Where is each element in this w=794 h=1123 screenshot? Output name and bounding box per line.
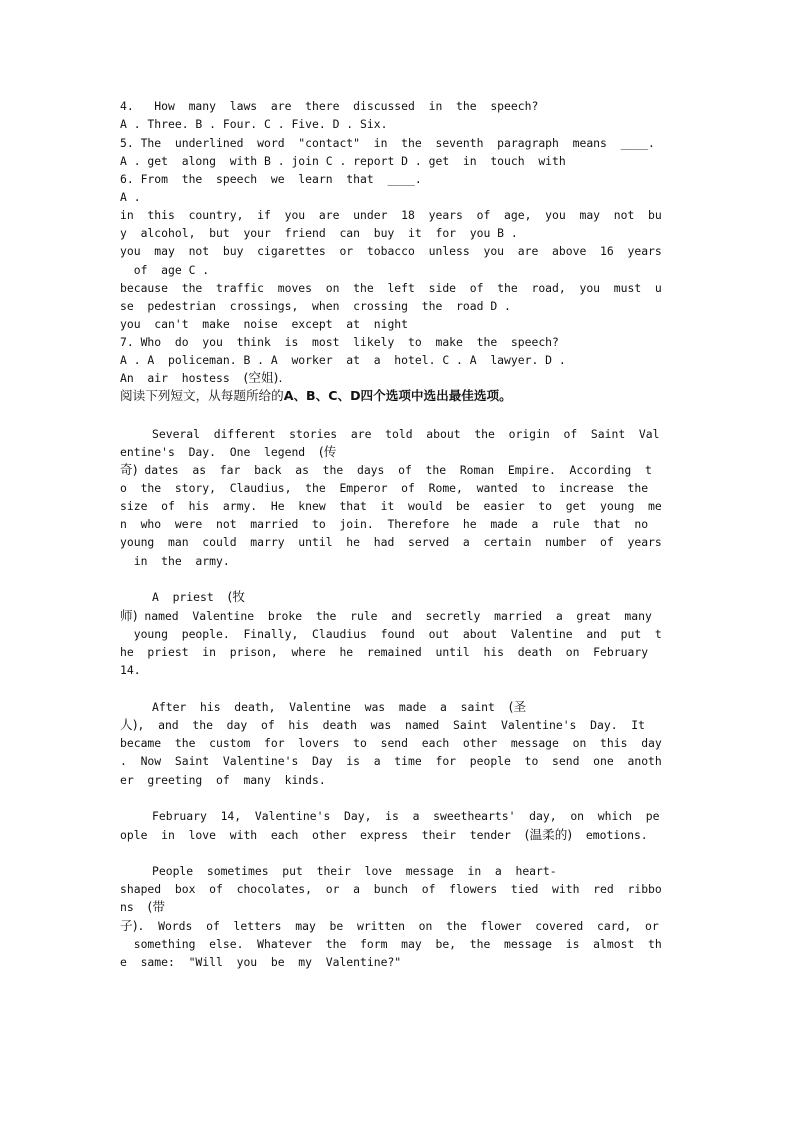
passage-line: something else. Whatever the form may be, the message is almost th — [120, 937, 662, 951]
question-7-option-d-gloss: (空姐). — [243, 370, 283, 385]
question-6-option-b-line: you may not buy cigarettes or tobacco unless you are above 16 years — [120, 244, 662, 258]
passage-line — [120, 898, 676, 916]
passage-line: People sometimes put their love message in a heart- — [152, 864, 557, 878]
passage-line: became the custom for lovers to send each other message on this day — [120, 736, 662, 750]
passage-gloss: (圣 — [508, 699, 527, 714]
reading-instruction — [120, 387, 676, 405]
passage-line: February 14, Valentine's Day, is a sweethearts' day, on which pe — [152, 809, 660, 823]
passage-line: shaped box of chocolates, or a bunch of flowers tied with red ribbo — [120, 882, 662, 896]
passage-text: After his death, Valentine was made a saint — [152, 700, 509, 714]
passage-line — [120, 461, 676, 479]
question-6-option-label-a: A . — [120, 190, 141, 204]
passage-line: o the story, Claudius, the Emperor of Rome, wanted to increase the — [120, 481, 649, 495]
passage-line — [120, 607, 676, 625]
passage-text: ns — [120, 900, 148, 914]
instruction-text: 阅读下列短文，从每题所给的 — [120, 388, 284, 403]
passage-text: named Valentine broke the rule and secretly married a great many — [137, 609, 652, 623]
passage-text: dates as far back as the days of the Roman Empire. According t — [137, 463, 652, 477]
passage-text: , and the day of his death was named Saint Valentine's Day. It — [137, 718, 645, 732]
question-6-option-c-line: se pedestrian crossings, when crossing the road D . — [120, 299, 511, 313]
passage-gloss: (温柔的) — [524, 827, 573, 842]
question-6-option-a-line: in this country, if you are under 18 years of age, you may not bu — [120, 208, 662, 222]
passage-line — [120, 716, 676, 734]
passage-line: Several different stories are told about the origin of Saint Val — [152, 427, 660, 441]
question-6-option-a-line: y alcohol, but your friend can buy it for you B . — [120, 226, 518, 240]
question-7-option-d-text: An air hostess — [120, 371, 244, 385]
passage-text: emotions. — [572, 828, 648, 842]
passage-line: e same: "Will you be my Valentine?" — [120, 955, 402, 969]
question-6-option-d-line: you can't make noise except at night — [120, 317, 409, 331]
instruction-options-text: A、B、C、D四个选项中选出最佳选项。 — [283, 388, 512, 403]
passage-line — [152, 698, 676, 716]
question-5-options: A . get along with B . join C . report D . get in touch with — [120, 154, 566, 168]
passage-gloss: (带 — [147, 899, 165, 914]
passage-line: in the army. — [120, 554, 230, 568]
question-6-stem: 6. From the speech we learn that ____. — [120, 172, 422, 186]
passage-text: ople in love with each other express their tender — [120, 828, 525, 842]
passage-line: 14. — [120, 663, 141, 677]
passage-gloss: (传 — [318, 444, 337, 459]
passage-line: he priest in prison, where he remained until his death on February — [120, 645, 649, 659]
question-5-stem: 5. The underlined word "contact" in the seventh paragraph means ____. — [120, 136, 655, 150]
passage-line: young people. Finally, Claudius found out about Valentine and put t — [120, 627, 662, 641]
question-7-options-cont — [120, 369, 676, 387]
passage-line: size of his army. He knew that it would be easier to get young me — [120, 499, 662, 513]
passage-line — [120, 826, 676, 844]
passage-line: n who were not married to join. Therefore he made a rule that no — [120, 517, 649, 531]
question-7-stem: 7. Who do you think is most likely to make the speech? — [120, 335, 559, 349]
passage-line — [120, 443, 676, 461]
passage-gloss: 师) — [120, 608, 138, 623]
passage-text: entine's Day. One legend — [120, 445, 319, 459]
passage-gloss: 奇) — [120, 462, 138, 477]
passage-gloss: (牧 — [227, 589, 245, 604]
question-6-option-b-line: of age C . — [120, 263, 210, 277]
passage-line — [120, 917, 676, 935]
question-6-option-c-line: because the traffic moves on the left side of the road, you must u — [120, 281, 662, 295]
question-4-stem: 4. How many laws are there discussed in the speech? — [120, 99, 539, 113]
passage-text: A priest — [152, 590, 228, 604]
passage-line — [152, 588, 676, 606]
passage-gloss: 人) — [120, 717, 138, 732]
passage-text: . Words of letters may be written on the flower covered card, or — [137, 919, 659, 933]
passage-gloss: 子) — [120, 918, 138, 933]
passage-line: young man could marry until he had served a certain number of years — [120, 535, 662, 549]
passage-line: er greeting of many kinds. — [120, 773, 326, 787]
question-7-options: A . A policeman. B . A worker at a hotel. C . A lawyer. D . — [120, 353, 566, 367]
question-4-options: A . Three. B . Four. C . Five. D . Six. — [120, 117, 388, 131]
passage-line: . Now Saint Valentine's Day is a time for people to send one anoth — [120, 754, 662, 768]
